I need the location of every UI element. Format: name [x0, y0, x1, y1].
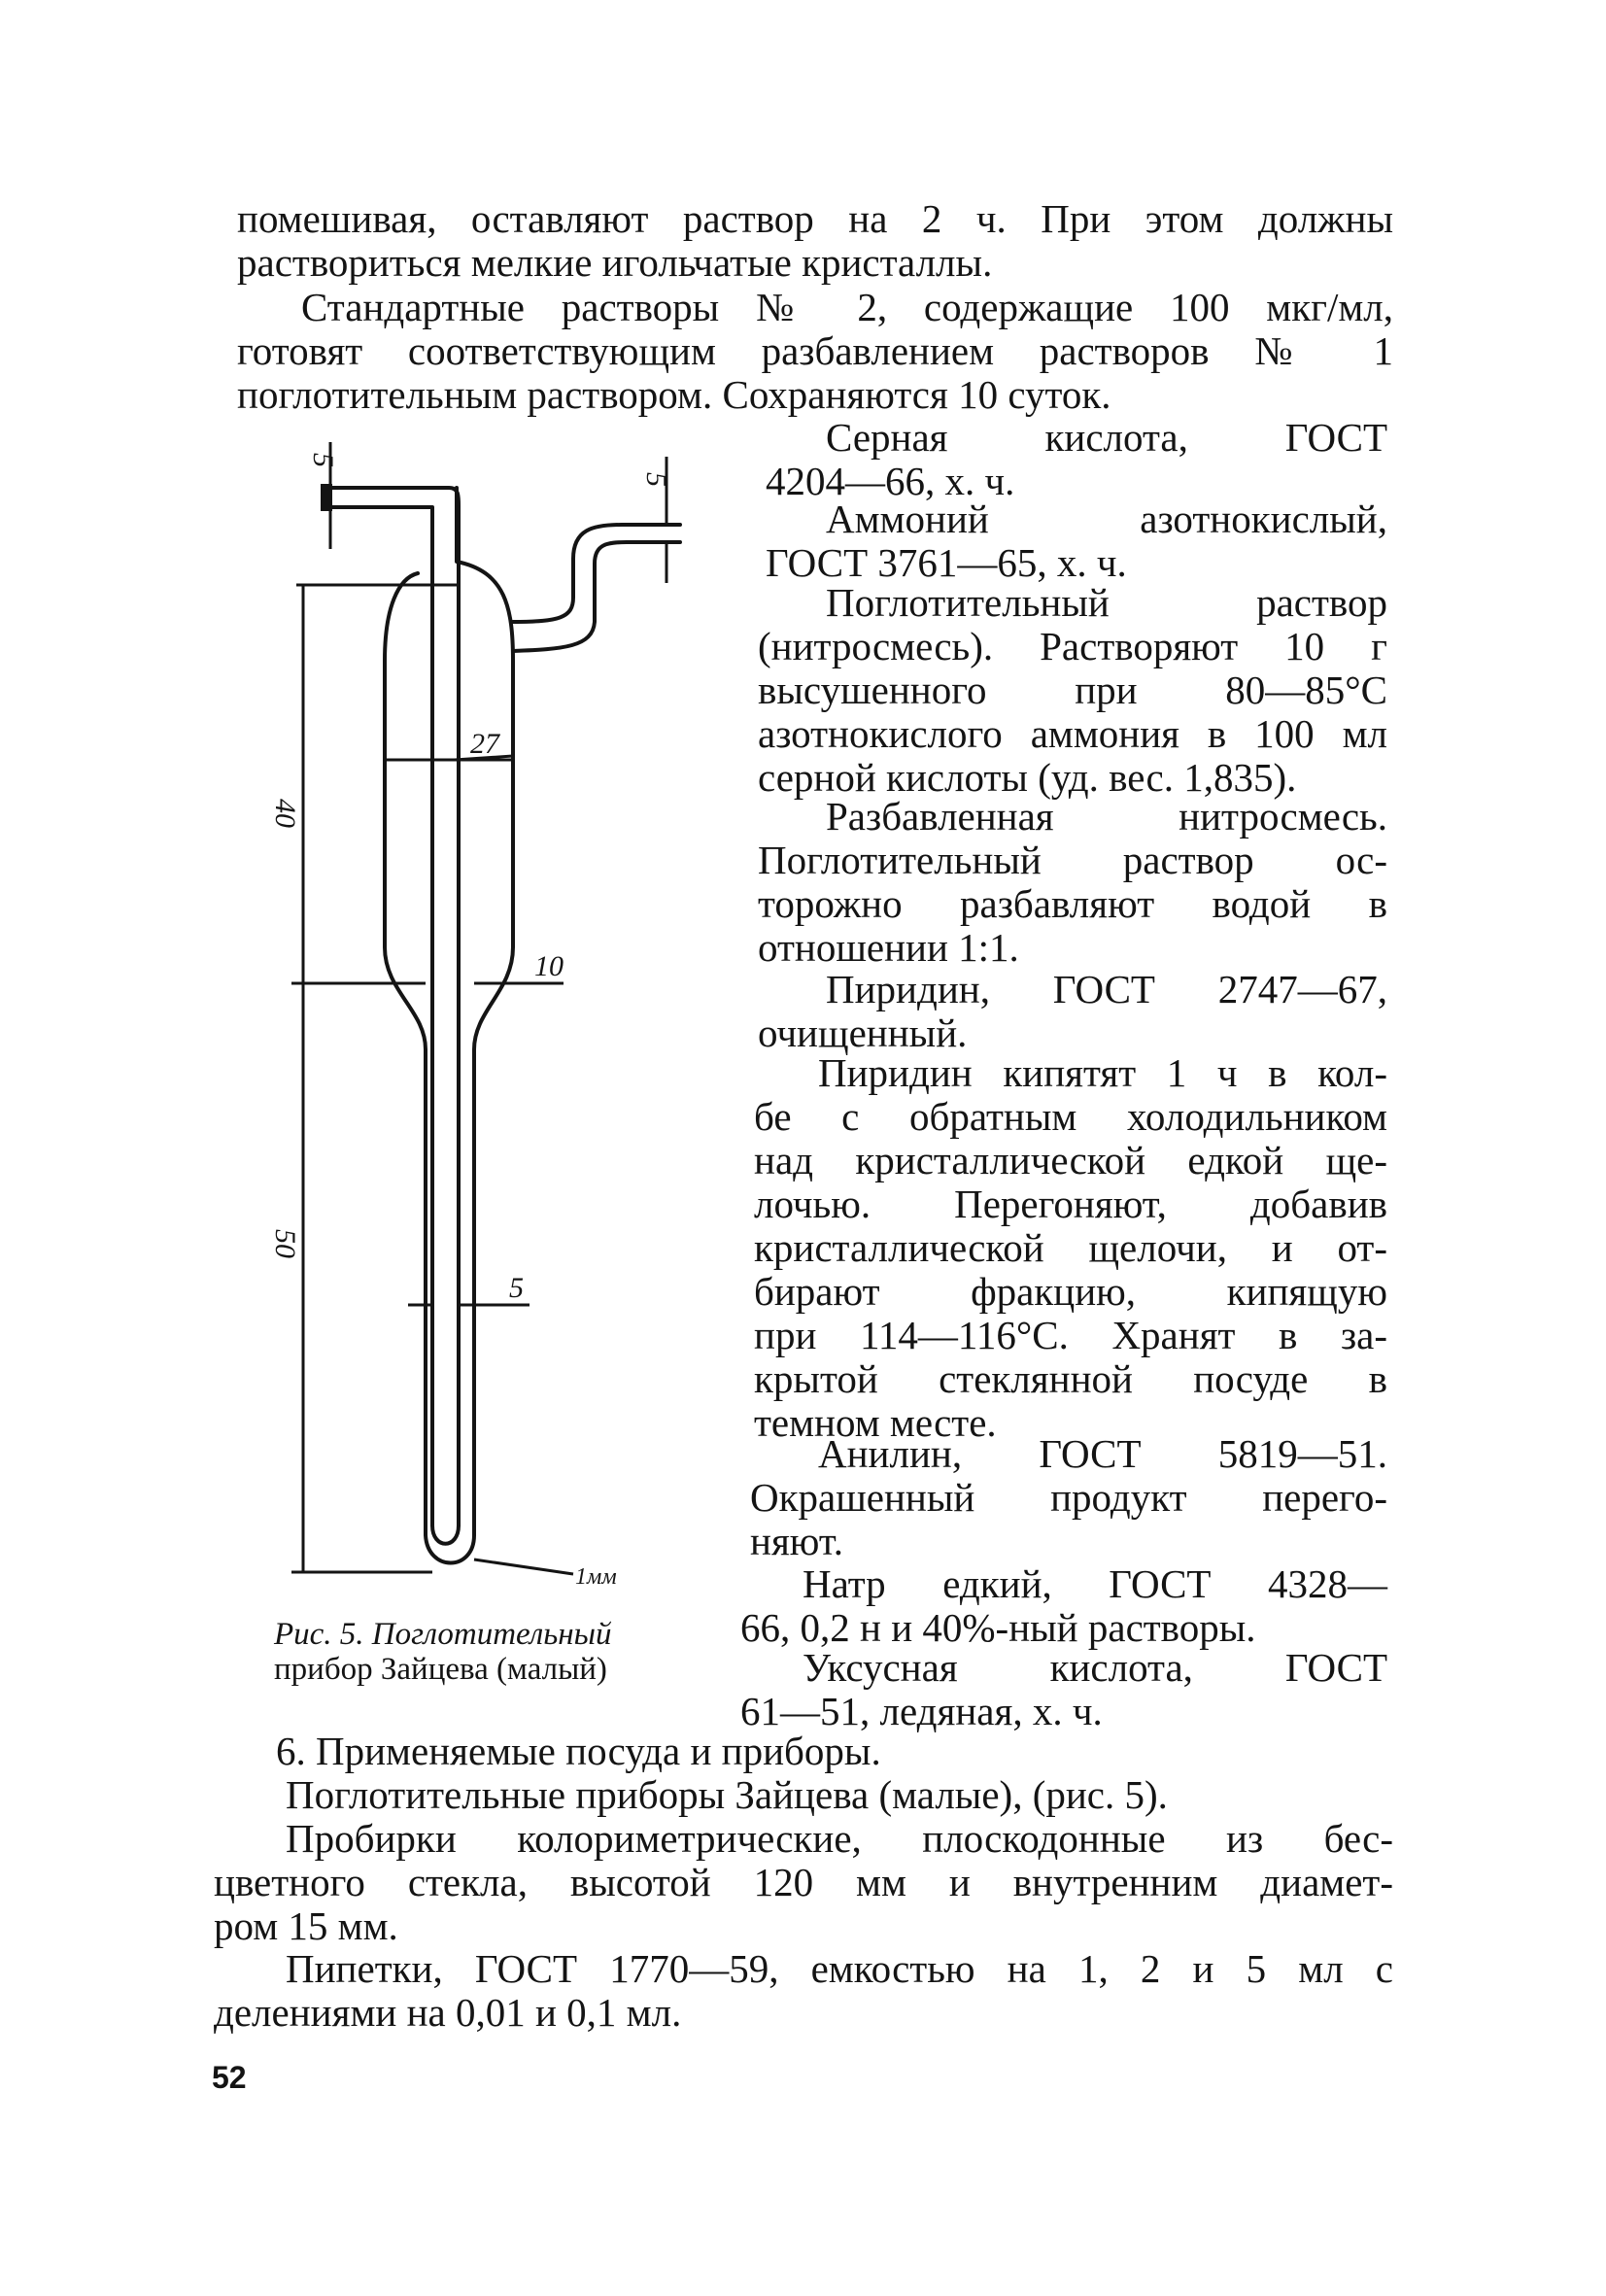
text-line: лочью. Перегоняют, добавив: [754, 1182, 1387, 1226]
text-line: готовят соответствующим разбавлением растворов № 1: [237, 328, 1393, 373]
text-line: делениями на 0,01 и 0,1 мл.: [214, 1990, 682, 2035]
text-line: Анилин, ГОСТ 5819—51.: [818, 1431, 1387, 1476]
figure-caption: [274, 1617, 694, 1687]
section-heading: 6. Применяемые посуда и приборы.: [276, 1729, 881, 1773]
text-line: азотнокислого аммония в 100 мл: [758, 711, 1387, 756]
text-line: (нитросмесь). Растворяют 10 г: [758, 624, 1387, 668]
text-line: бирают фракцию, кипящую: [754, 1269, 1387, 1314]
dim-bulb-width-label: 27: [470, 728, 499, 760]
text-line: Поглотительный раствор ос-: [758, 838, 1387, 882]
inlet-tube: [330, 488, 459, 1525]
text-line: Серная кислота, ГОСТ: [826, 415, 1387, 460]
text-line: Окрашенный продукт перего-: [750, 1475, 1387, 1520]
dim-tube-width-label: 10: [534, 950, 564, 982]
text-line: серной кислоты (уд. вес. 1,835).: [758, 755, 1297, 800]
text-line: няют.: [750, 1519, 843, 1563]
text-line: Разбавленная нитросмесь.: [826, 794, 1387, 839]
dim-gap-label: 1мм: [575, 1564, 617, 1590]
text-line: Пиридин кипятят 1 ч в кол-: [818, 1050, 1387, 1095]
text-line: Стандартные растворы № 2, содержащие 100 мкг/мл,: [301, 285, 1393, 329]
text-line: Пробирки колориметрические, плоскодонные из бес-: [286, 1816, 1393, 1861]
text-line: 61—51, ледяная, х. ч.: [740, 1689, 1103, 1733]
text-line: Поглотительный раствор: [826, 580, 1387, 625]
text-line: цветного стекла, высотой 120 мм и внутренним диамет-: [214, 1860, 1393, 1904]
text-line: Пипетки, ГОСТ 1770—59, емкостью на 1, 2 и 5 мл с: [286, 1946, 1393, 1991]
text-line: поглотительным раствором. Сохраняются 10 суток.: [237, 372, 1111, 417]
text-line: Уксусная кислота, ГОСТ: [803, 1645, 1387, 1690]
inner-tube-bottom: [432, 1525, 459, 1544]
inlet-end-mark: [321, 484, 332, 511]
text-line: темном месте.: [754, 1400, 997, 1445]
text-line: 4204—66, х. ч.: [766, 459, 1015, 503]
text-line: 66, 0,2 н и 40%-ный растворы.: [740, 1605, 1256, 1650]
text-line: раствориться мелкие игольчатые кристаллы.: [237, 240, 993, 285]
text-line: Поглотительные приборы Зайцева (малые), (рис. 5).: [286, 1772, 1168, 1817]
text-line: ром 15 мм.: [214, 1903, 398, 1948]
text-line: при 114—116°С. Хранят в за-: [754, 1313, 1387, 1357]
caption-line: прибор Зайцева (малый): [274, 1652, 607, 1687]
dim-outlet-label: 5: [640, 472, 672, 487]
text-line: над кристаллической едкой ще-: [754, 1138, 1387, 1182]
text-line: Аммоний азотнокислый,: [826, 497, 1387, 541]
text-line: крытой стеклянной посуде в: [754, 1356, 1387, 1401]
caption-line: Рис. 5. Поглотительный: [274, 1617, 612, 1652]
text-line: Пиридин, ГОСТ 2747—67,: [826, 967, 1387, 1011]
text-line: Натр едкий, ГОСТ 4328—: [803, 1561, 1387, 1606]
text-line: бе с обратным холодильником: [754, 1094, 1387, 1139]
text-line: отношении 1:1.: [758, 925, 1019, 970]
dim-inner-label: 5: [509, 1272, 524, 1304]
text-line: очищенный.: [758, 1011, 968, 1055]
dim-inlet-label: 5: [307, 453, 339, 467]
text-line: помешивая, оставляют раствор на 2 ч. При этом должны: [237, 196, 1393, 241]
text-line: кристаллической щелочи, и от-: [754, 1225, 1387, 1270]
text-line: торожно разбавляют водой в: [758, 881, 1387, 926]
text-line: высушенного при 80—85°С: [758, 668, 1387, 712]
page-number: 52: [212, 2060, 247, 2095]
text-line: ГОСТ 3761—65, х. ч.: [766, 540, 1127, 585]
vessel-outline: [385, 488, 513, 1563]
dim-tube-height-label: 50: [269, 1229, 301, 1258]
dim-bulb-height-label: 40: [269, 799, 301, 828]
outlet-tube: [513, 542, 680, 651]
